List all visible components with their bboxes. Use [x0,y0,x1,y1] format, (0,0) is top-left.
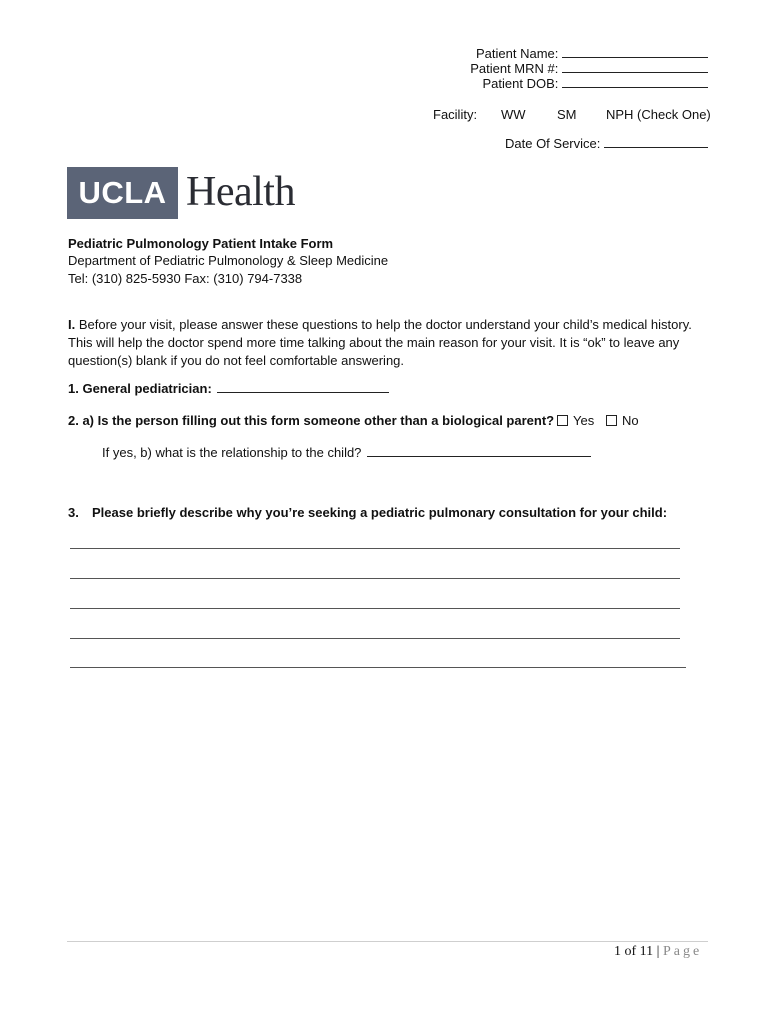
page-indicator [614,944,702,960]
contact-info: Tel: (310) 825-5930 Fax: (310) 794-7338 [68,271,303,286]
answer-line-3[interactable] [70,608,680,609]
patient-dob-label: Patient DOB: [482,76,559,91]
question-1-label: 1. General pediatrician: [68,381,212,396]
patient-name-row [420,46,708,61]
patient-mrn-label: Patient MRN #: [470,61,559,76]
date-of-service-field[interactable] [604,136,708,148]
section-numeral: I. [68,317,76,332]
facility-option-ww[interactable]: WW [501,107,526,122]
answer-line-1[interactable] [70,548,680,549]
page-number-text: 1 of 11 | [614,944,660,959]
patient-mrn-field[interactable] [562,61,708,73]
q2-yes-option[interactable] [557,413,594,428]
intro-text: Before your visit, please answer these questions to help the doctor understand your child’s medical history. This will help the doctor spend more time talking about the main reason for your visit. It is “ok” to leave any question(s) blank if you do not feel comfortable answering. [68,317,692,368]
answer-line-4[interactable] [70,638,680,639]
page-word: Page [662,944,703,959]
date-of-service-row [420,136,708,151]
patient-dob-field[interactable] [562,76,708,88]
checkbox-icon[interactable] [606,415,617,426]
answer-line-5[interactable] [70,667,686,668]
patient-mrn-row [420,61,708,76]
facility-option-sm[interactable]: SM [557,107,577,122]
ucla-logo-text: UCLA [78,175,167,210]
q2-no-option[interactable] [606,413,639,428]
q2-no-label: No [622,413,639,428]
relationship-field[interactable] [367,445,591,457]
q2-yes-label: Yes [573,413,595,428]
answer-line-2[interactable] [70,578,680,579]
health-logo-text: Health [186,169,295,215]
form-title: Pediatric Pulmonology Patient Intake Form [68,236,334,251]
patient-dob-row [420,76,708,91]
facility-option-nph[interactable]: NPH (Check One) [606,107,711,122]
department-name: Department of Pediatric Pulmonology & Sleep Medicine [68,253,389,268]
pediatrician-field[interactable] [217,381,389,393]
question-1 [68,381,389,396]
date-of-service-label: Date Of Service: [505,136,601,151]
question-2a: 2. a) Is the person filling out this form someone other than a biological parent? [68,413,555,428]
question-3-number: 3. [68,505,79,520]
facility-label: Facility: [433,107,478,122]
patient-name-label: Patient Name: [476,46,559,61]
intro-paragraph [68,316,708,370]
footer-divider [67,941,708,942]
question-2b-label: If yes, b) what is the relationship to the child? [102,445,362,460]
question-3-text: Please briefly describe why you’re seeking a pediatric pulmonary consultation for your child: [92,505,668,520]
question-2b [102,445,591,460]
patient-name-field[interactable] [562,46,708,58]
ucla-logo-box [67,167,178,219]
checkbox-icon[interactable] [557,415,568,426]
